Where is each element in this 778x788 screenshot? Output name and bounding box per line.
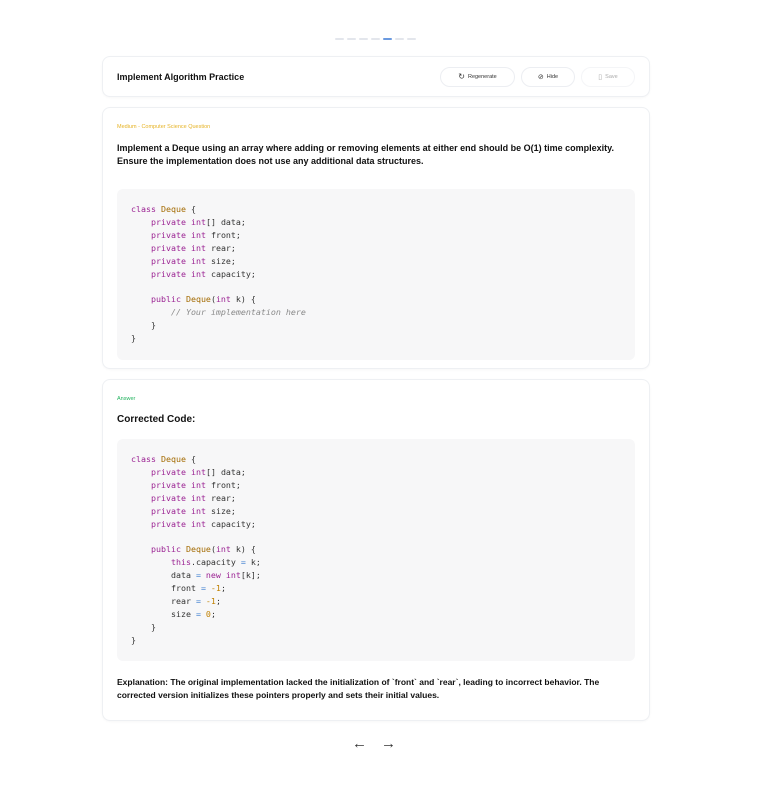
code-token: [] data; [205,466,246,477]
question-text: Implement a Deque using an array where adding or removing elements at either end should be O(1) time complexity. Ensure the implementation does not use any additional data structures. [117,143,614,166]
eye-off-icon: ⊘ [537,73,544,81]
code-token: rear [131,595,196,606]
progress-step [335,38,344,40]
code-token: private [131,479,191,490]
code-token: .capacity [190,557,241,568]
code-token: private [131,518,191,529]
code-line [131,608,621,621]
code-line [131,518,621,531]
bookmark-icon: ▯ [598,73,603,81]
code-token: Deque [160,454,186,464]
regenerate-label: Regenerate [467,73,497,80]
code-line [131,595,621,608]
difficulty-tag: Medium - Computer Science Question [117,124,211,130]
code-line [131,242,621,255]
code-line [131,229,621,242]
code-token: private [131,216,191,227]
save-button[interactable] [581,67,635,87]
code-token: Deque [185,294,211,305]
code-token: = [195,608,201,619]
explanation-text: Explanation: The original implementation lacked the initialization of `front` and `rear`, leading to incorrect behavior. The corrected version initializes these pointers properly and sets their initial values. [117,677,600,700]
code-line [131,306,621,319]
code-token: int [215,294,231,305]
code-token: -1 [205,583,221,594]
progress-step [359,38,368,40]
code-token: Deque [185,544,211,555]
code-token: ( [210,544,216,555]
code-line [131,293,621,306]
code-token: capacity; [205,518,256,529]
code-token: ( [210,294,216,305]
code-line [131,582,621,595]
code-token: int [190,216,206,227]
progress-step [371,38,380,40]
code-token: size [131,608,196,619]
code-token: Deque [160,204,186,214]
progress-step [395,38,404,40]
next-arrow-icon[interactable]: → [381,735,396,752]
code-token: = [195,570,201,581]
code-token: class [131,204,161,214]
code-token: private [131,466,191,477]
code-line [131,543,621,556]
code-token: size; [205,255,236,266]
page-title: Implement Algorithm Practice [117,71,245,82]
code-token: ; [210,608,216,619]
code-token: { [185,454,196,464]
code-token: k) { [230,294,256,305]
regenerate-button[interactable] [440,67,515,87]
code-token: size; [205,505,236,516]
code-line [131,466,621,479]
question-card [102,107,650,369]
code-token: rear; [205,242,236,253]
code-token: } [131,320,156,331]
code-token: class [131,454,161,464]
code-token: k; [245,557,261,568]
prev-arrow-icon[interactable]: ← [352,735,367,752]
save-label: Save [605,73,618,80]
code-line [131,280,621,293]
code-line [131,268,621,281]
code-token: public [131,294,186,305]
code-token: int [190,229,206,240]
code-token: } [131,333,136,344]
code-line [131,255,621,268]
code-token: private [131,242,191,253]
code-token: private [131,268,191,279]
code-line [131,621,621,634]
progress-step [407,38,416,40]
code-token: int [225,570,241,581]
code-token: = [195,595,201,606]
code-token: capacity; [205,268,256,279]
code-line [131,332,621,345]
code-token: front [131,583,201,594]
code-line [131,505,621,518]
code-token: int [190,466,206,477]
code-line [131,556,621,569]
answer-card [102,379,650,721]
question-code-block [117,189,635,360]
answer-tag: Answer [117,396,136,402]
answer-code-block [117,439,635,661]
refresh-icon: ↻ [458,72,465,81]
code-token: // Your implementation here [131,307,306,318]
code-token: ; [215,595,221,606]
code-token: this [131,557,191,568]
code-line [131,634,621,647]
code-token: private [131,505,191,516]
code-line [131,530,621,543]
code-line [131,319,621,332]
code-token: private [131,229,191,240]
code-token: int [190,479,206,490]
code-token: int [190,255,206,266]
code-token: private [131,492,191,503]
header-card [102,56,650,97]
code-token: } [131,634,136,645]
code-token: int [215,544,231,555]
progress-step [347,38,356,40]
code-token: int [190,505,206,516]
code-line [131,479,621,492]
code-line [131,569,621,582]
code-token: private [131,255,191,266]
answer-title: Corrected Code: [117,414,196,425]
code-token: -1 [200,595,216,606]
code-token: [] data; [205,216,246,227]
code-token: int [190,518,206,529]
hide-button[interactable] [521,67,575,87]
code-token: int [190,268,206,279]
code-token: [k]; [240,570,261,581]
code-token: front; [205,479,241,490]
code-line [131,453,621,466]
code-token: data [131,570,196,581]
code-token: k) { [230,544,256,555]
code-token: new [200,570,226,581]
code-token: front; [205,229,241,240]
code-token: = [200,583,206,594]
navigation [352,735,396,752]
code-line [131,203,621,216]
hide-label: Hide [546,73,559,80]
code-token: rear; [205,492,236,503]
code-token: int [190,492,206,503]
code-token: { [185,204,196,214]
progress-indicator [335,38,416,40]
code-token: = [240,557,246,568]
progress-step [383,38,392,40]
code-token: ; [220,583,226,594]
code-token: 0 [200,608,211,619]
code-token: int [190,242,206,253]
code-line [131,216,621,229]
code-token: public [131,544,186,555]
code-line [131,492,621,505]
code-token: } [131,621,156,632]
